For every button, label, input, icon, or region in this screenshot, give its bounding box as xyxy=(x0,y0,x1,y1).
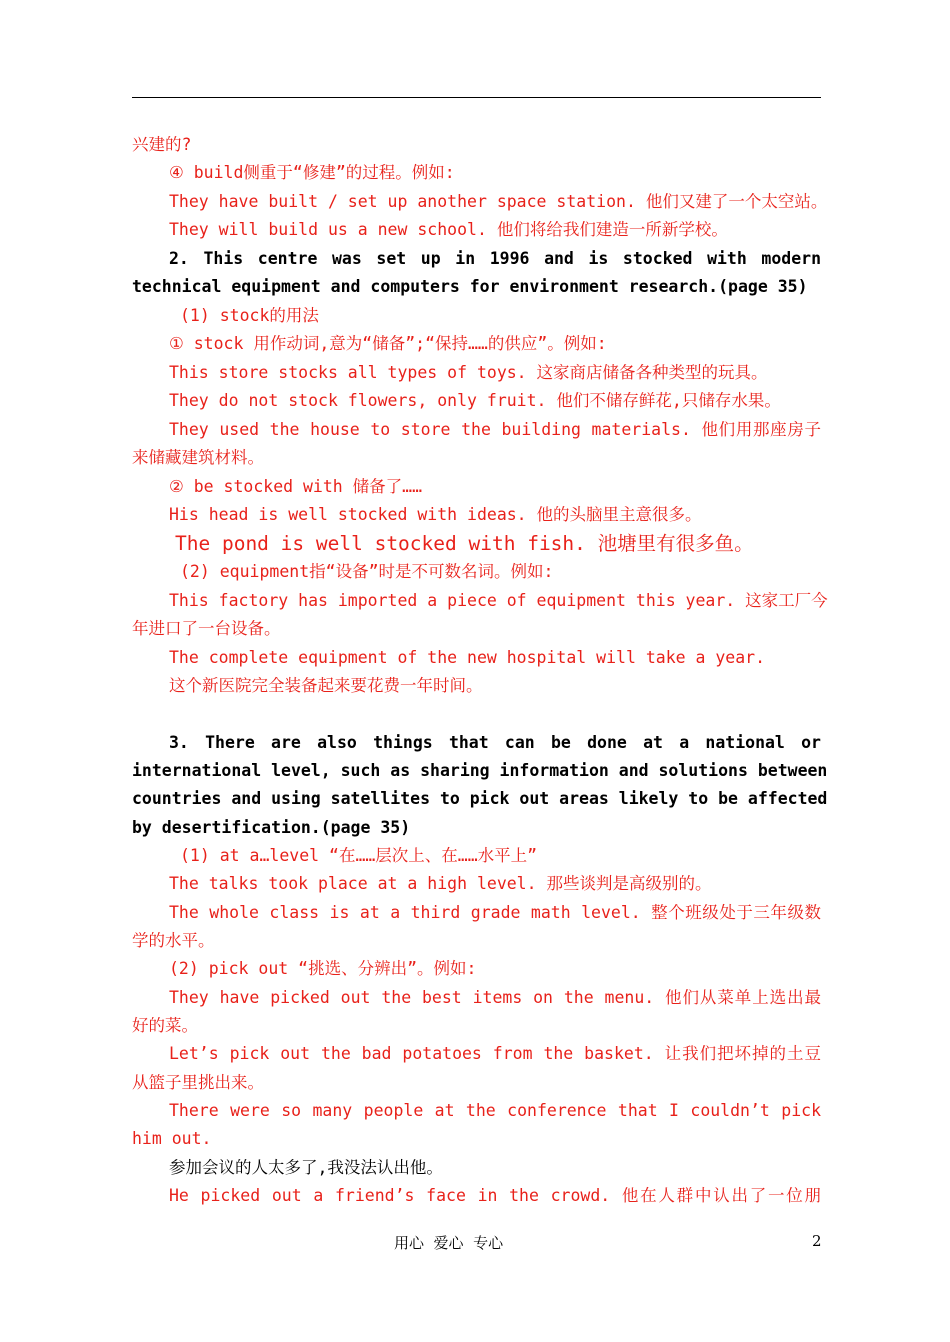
text-line: ④ build侧重于“修建”的过程。例如: xyxy=(169,163,455,182)
text-line: ① stock 用作动词,意为“储备”;“保持……的供应”。例如: xyxy=(169,334,607,353)
text-line: by desertification.(page 35) xyxy=(132,818,411,837)
text-line: 参加会议的人太多了,我没法认出他。 xyxy=(169,1158,443,1177)
text-line: 这个新医院完全装备起来要花费一年时间。 xyxy=(169,676,483,695)
text-line: 兴建的? xyxy=(132,135,192,154)
header-rule xyxy=(132,97,821,98)
text-line: ② be stocked with 储备了…… xyxy=(169,477,423,496)
text-line: (1) stock的用法 xyxy=(180,306,319,325)
text-line: 学的水平。 xyxy=(132,931,215,950)
text-line: The whole class is at a third grade math level. 整个班级处于三年级数 xyxy=(169,903,821,922)
text-line: (2) pick out “挑选、分辨出”。例如: xyxy=(169,959,477,978)
text-line: They will build us a new school. 他们将给我们建造一所新学校。 xyxy=(169,220,728,239)
text-line: His head is well stocked with ideas. 他的头脑里主意很多。 xyxy=(169,505,702,524)
text-line: They used the house to store the building materials. 他们用那座房子 xyxy=(169,420,821,439)
footer-motto: 用心 爱心 专心 xyxy=(394,1234,504,1252)
text-line: This factory has imported a piece of equipment this year. 这家工厂今 xyxy=(169,591,828,610)
text-line: 好的菜。 xyxy=(132,1016,198,1035)
text-line: There were so many people at the conference that I couldn’t pick xyxy=(169,1101,821,1120)
text-line: They do not stock flowers, only fruit. 他们不储存鲜花,只储存水果。 xyxy=(169,391,781,410)
text-line: This store stocks all types of toys. 这家商店储备各种类型的玩具。 xyxy=(169,363,768,382)
text-line: The pond is well stocked with fish. 池塘里有很多鱼。 xyxy=(175,532,754,555)
text-line: (2) equipment指“设备”时是不可数名词。例如: xyxy=(180,562,554,581)
text-line: They have picked out the best items on the menu. 他们从菜单上选出最 xyxy=(169,988,821,1007)
text-line: Let’s pick out the bad potatoes from the basket. 让我们把坏掉的土豆 xyxy=(169,1044,821,1063)
text-line: technical equipment and computers for environment research.(page 35) xyxy=(132,277,808,296)
text-line: They have built / set up another space station. 他们又建了一个太空站。 xyxy=(169,192,828,211)
text-line: 从篮子里挑出来。 xyxy=(132,1073,264,1092)
text-line: international level, such as sharing information and solutions between xyxy=(132,761,828,780)
text-line: him out. xyxy=(132,1129,212,1148)
text-line: 3. There are also things that can be done at a national or xyxy=(169,733,821,752)
text-line: He picked out a friend’s face in the crowd. 他在人群中认出了一位朋 xyxy=(169,1186,821,1205)
text-line: (1) at a…level “在……层次上、在……水平上” xyxy=(180,846,538,865)
text-line: countries and using satellites to pick out areas likely to be affected xyxy=(132,789,828,808)
text-line: The talks took place at a high level. 那些谈判是高级别的。 xyxy=(169,874,712,893)
text-line: The complete equipment of the new hospital will take a year. xyxy=(169,648,766,667)
text-line: 2. This centre was set up in 1996 and is stocked with modern xyxy=(169,249,821,268)
page-number: 2 xyxy=(812,1232,822,1250)
text-line: 年进口了一台设备。 xyxy=(132,619,281,638)
text-line: 来储藏建筑材料。 xyxy=(132,448,264,467)
